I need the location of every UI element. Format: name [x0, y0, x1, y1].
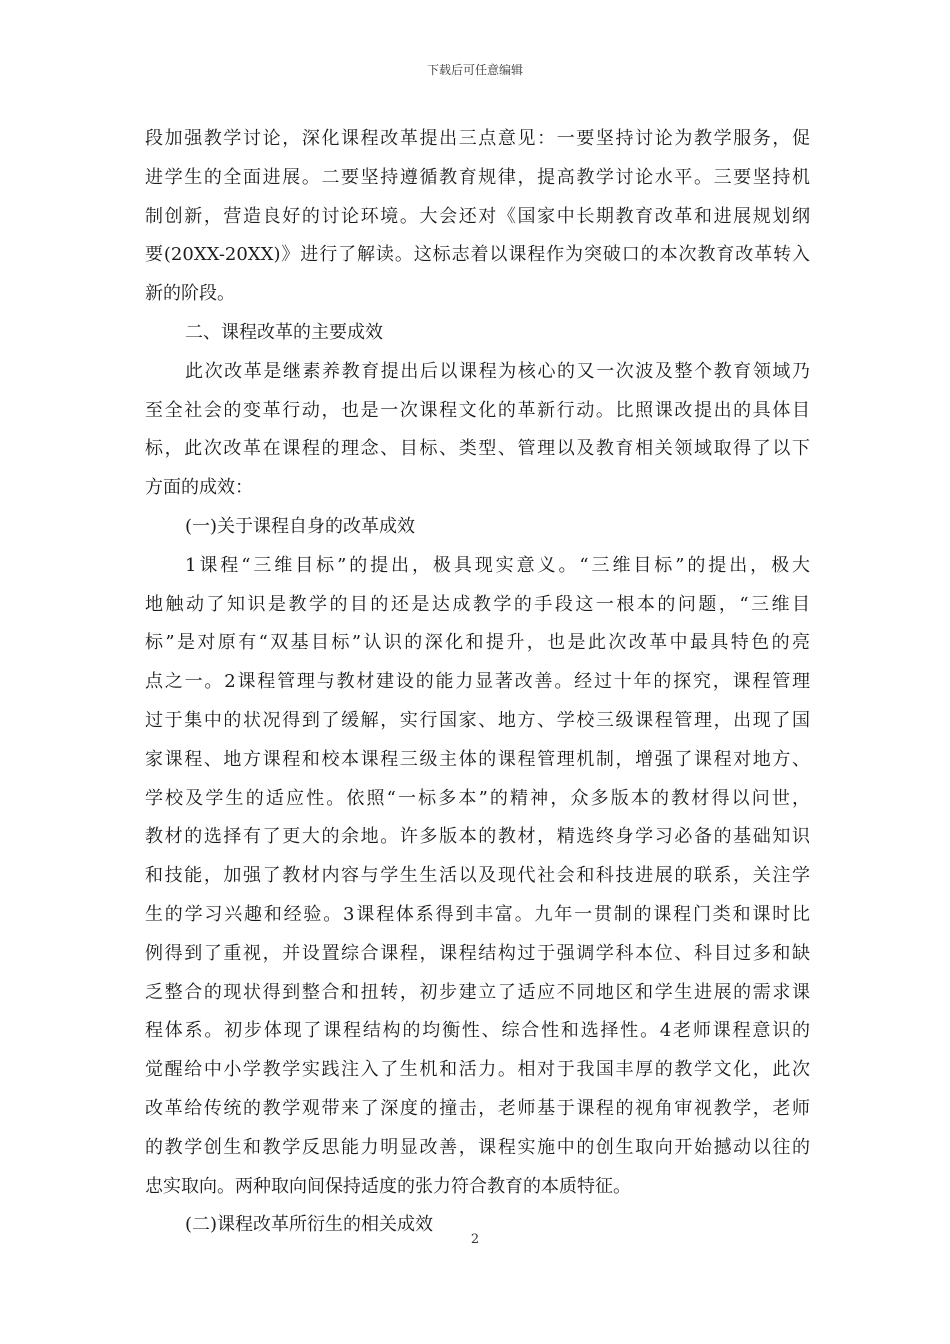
body-line: 至全社会的变革行动，也是一次课程文化的革新行动。比照课改提出的具体目: [145, 399, 810, 421]
body-line: 家课程、地方课程和校本课程三级主体的课程管理机制，增强了课程对地方、: [145, 748, 810, 770]
body-line: 改革给传统的教学观带来了深度的撞击，老师基于课程的视角审视教学，老师: [145, 1097, 810, 1119]
body-line: 觉醒给中小学教学实践注入了生机和活力。相对于我国丰厚的教学文化，此次: [145, 1059, 810, 1081]
body-line: 制创新，营造良好的讨论环境。大会还对《国家中长期教育改革和进展规划纲: [145, 205, 810, 227]
body-line: 的教学创生和教学反思能力明显改善，课程实施中的创生取向开始撼动以往的: [145, 1136, 810, 1158]
body-line: 此次改革是继素养教育提出后以课程为核心的又一次波及整个教育领域乃: [185, 360, 810, 382]
body-line: 标，此次改革在课程的理念、目标、类型、管理以及教育相关领域取得了以下: [145, 438, 810, 460]
document-body: [145, 120, 810, 1245]
body-line: 新的阶段。: [145, 283, 235, 305]
body-line: 1课程“三维目标”的提出，极具现实意义。“三维目标”的提出，极大: [185, 554, 810, 576]
body-line: 学校及学生的适应性。依照“一标多本”的精神，众多版本的教材得以问世，: [145, 787, 810, 809]
body-line: 段加强教学讨论，深化课程改革提出三点意见：一要坚持讨论为教学服务，促: [145, 128, 810, 149]
body-line: 程体系。初步体现了课程结构的均衡性、综合性和选择性。4老师课程意识的: [145, 1020, 810, 1042]
body-line: 点之一。2课程管理与教材建设的能力显著改善。经过十年的探究，课程管理: [145, 671, 810, 693]
body-line: 和技能，加强了教材内容与学生生活以及现代社会和科技进展的联系，关注学: [145, 865, 810, 887]
section-heading: 二、课程改革的主要成效: [185, 321, 383, 343]
body-line: 方面的成效：: [145, 477, 253, 499]
page-header: 下载后可任意编辑: [426, 63, 523, 77]
subsection-heading: (一)关于课程自身的改革成效: [185, 515, 416, 537]
body-line: 忠实取向。两种取向间保持适度的张力符合教育的本质特征。: [145, 1175, 631, 1197]
page-number: 2: [470, 1232, 480, 1247]
body-line: 生的学习兴趣和经验。3课程体系得到丰富。九年一贯制的课程门类和课时比: [145, 903, 810, 925]
body-line: 乏整合的现状得到整合和扭转，初步建立了适应不同地区和学生进展的需求课: [145, 981, 810, 1003]
subsection-heading: (二)课程改革所衍生的相关成效: [185, 1214, 434, 1236]
body-line: 要(20XX-20XX)》进行了解读。这标志着以课程作为突破口的本次教育改革转入: [145, 244, 810, 266]
body-line: 地触动了知识是教学的目的还是达成教学的手段这一根本的问题，“三维目: [145, 593, 810, 615]
body-line: 进学生的全面进展。二要坚持遵循教育规律，提高教学讨论水平。三要坚持机: [145, 166, 810, 188]
body-line: 教材的选择有了更大的余地。许多版本的教材，精选终身学习必备的基础知识: [145, 826, 810, 848]
body-line: 过于集中的状况得到了缓解，实行国家、地方、学校三级课程管理，出现了国: [145, 709, 810, 731]
body-line: 标”是对原有“双基目标”认识的深化和提升，也是此次改革中最具特色的亮: [145, 632, 810, 654]
body-line: 例得到了重视，并设置综合课程，课程结构过于强调学科本位、科目过多和缺: [145, 942, 810, 964]
